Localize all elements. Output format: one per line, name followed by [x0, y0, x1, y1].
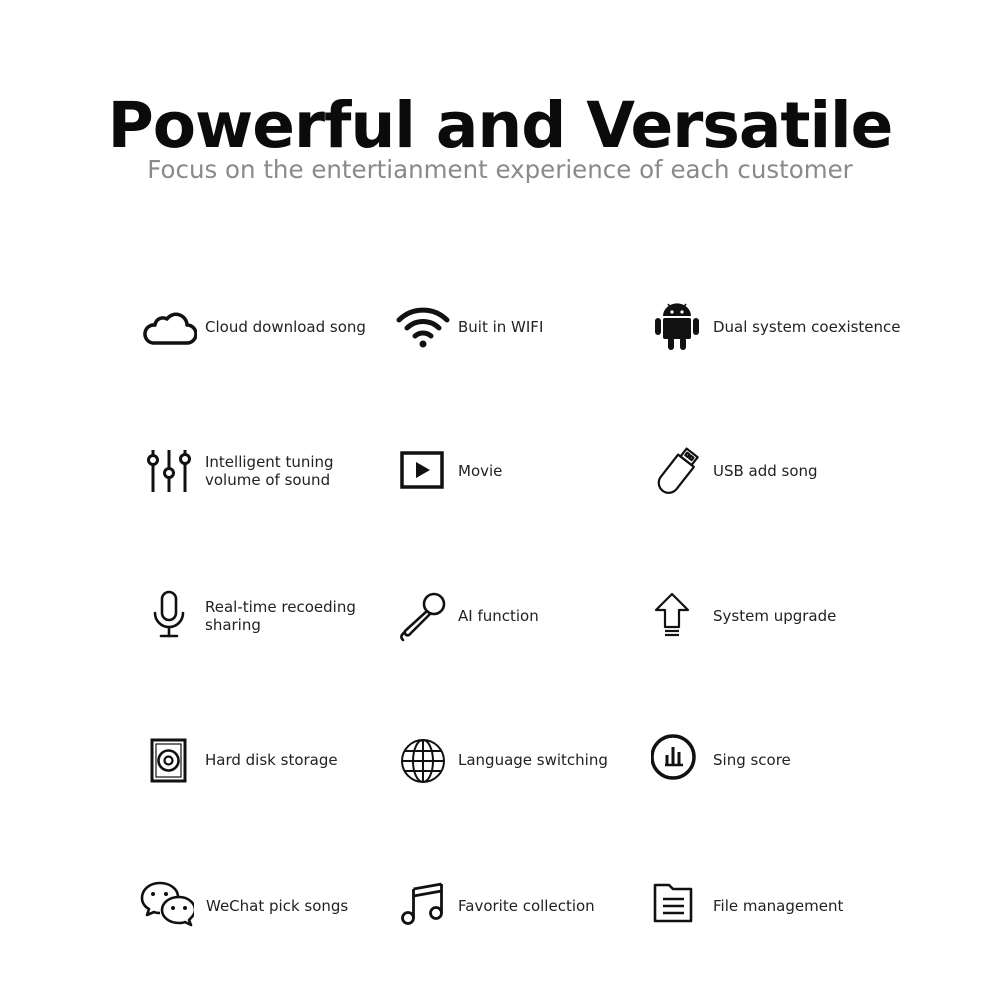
feature-label: Language switching: [458, 751, 608, 769]
feature-wechat-pick-songs: [140, 879, 390, 939]
feature-label: System upgrade: [713, 607, 837, 625]
feature-sing-score: [651, 733, 901, 793]
score-chart-icon: [651, 733, 705, 787]
page-subtitle: Focus on the entertianment experience of each customer: [147, 155, 853, 184]
feature-label: Favorite collection: [458, 897, 595, 915]
feature-label: File management: [713, 897, 844, 915]
feature-label: Sing score: [713, 751, 791, 769]
music-note-icon: [396, 879, 450, 933]
feature-label: Hard disk storage: [205, 751, 338, 769]
feature-label: WeChat pick songs: [206, 897, 349, 915]
feature-label: Buit in WIFI: [458, 318, 544, 336]
feature-label: Cloud download song: [205, 318, 366, 336]
globe-icon: [396, 733, 450, 787]
karaoke-mic-icon: [396, 589, 450, 643]
folder-icon: [651, 879, 705, 933]
feature-label: AI function: [458, 607, 539, 625]
feature-file-management: [651, 879, 901, 939]
microphone-icon: [143, 589, 197, 643]
equalizer-sliders-icon: [143, 444, 197, 498]
feature-hard-disk: [143, 733, 393, 793]
feature-usb-add-song: [651, 444, 901, 504]
feature-system-upgrade: [651, 589, 901, 649]
wechat-icon: [140, 879, 194, 933]
usb-drive-icon: [651, 444, 705, 498]
feature-label: Dual system coexistence: [713, 318, 901, 336]
feature-movie: [396, 444, 646, 504]
feature-label: Intelligent tuning volume of sound: [205, 453, 334, 489]
feature-wifi: [396, 300, 646, 360]
feature-intelligent-tuning: [143, 444, 393, 504]
feature-label: Movie: [458, 462, 503, 480]
cloud-icon: [143, 300, 197, 354]
play-screen-icon: [396, 444, 450, 498]
wifi-icon: [396, 300, 450, 354]
feature-dual-system: [651, 300, 901, 360]
feature-cloud-download: [143, 300, 393, 360]
feature-language-switching: [396, 733, 646, 793]
upgrade-arrow-icon: [651, 589, 705, 643]
feature-recording-sharing: [143, 589, 393, 649]
android-icon: [651, 300, 705, 354]
feature-label: USB add song: [713, 462, 818, 480]
page-title: Powerful and Versatile: [107, 89, 893, 162]
feature-favorite-collection: [396, 879, 646, 939]
hard-disk-icon: [143, 733, 197, 787]
feature-ai-function: [396, 589, 646, 649]
feature-label: Real-time recoeding sharing: [205, 598, 356, 634]
